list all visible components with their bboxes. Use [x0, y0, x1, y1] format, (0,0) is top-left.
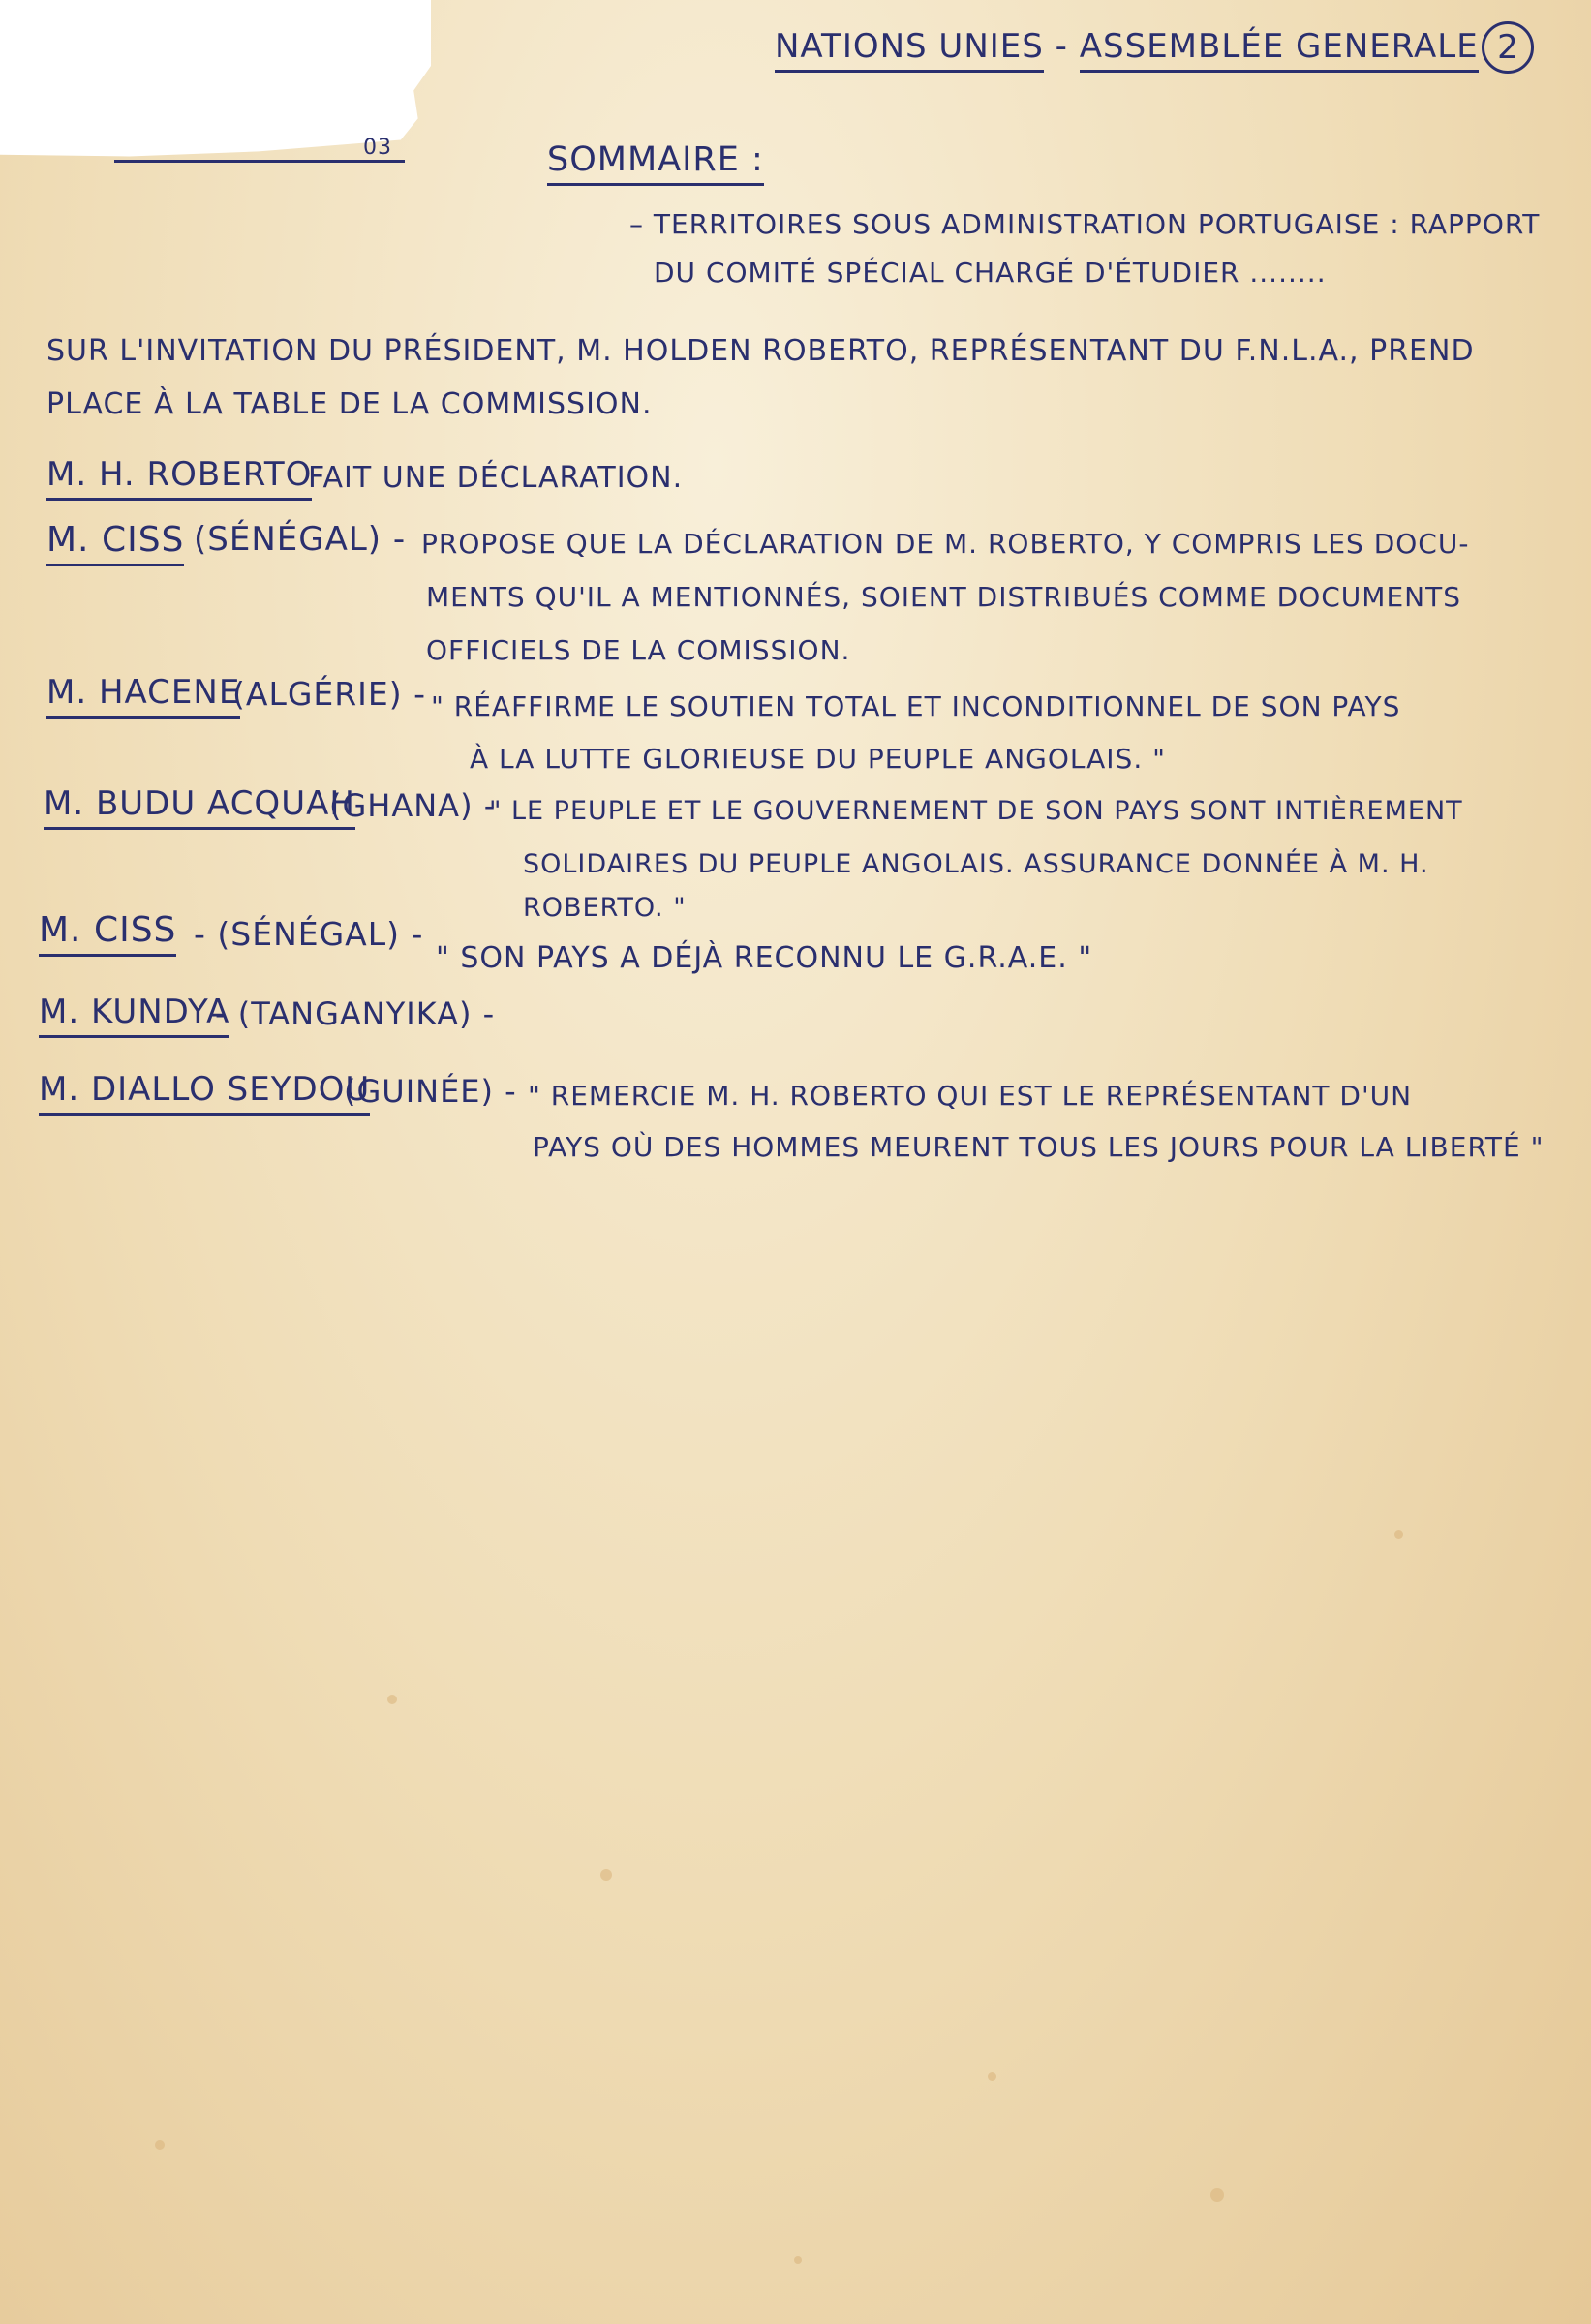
speaker-country: (GUINÉE) - [344, 1073, 517, 1110]
statement-line: PROPOSE QUE LA DÉCLARATION DE M. ROBERTO, Y COMPRIS LES DOCU- [421, 528, 1470, 560]
intro-line: PLACE À LA TABLE DE LA COMMISSION. [46, 387, 653, 421]
sommaire-line: – TERRITOIRES SOUS ADMINISTRATION PORTUGAISE : RAPPORT [629, 208, 1541, 240]
statement-line: " REMERCIE M. H. ROBERTO QUI EST LE REPRÉSENTANT D'UN [528, 1080, 1413, 1112]
statement-line: MENTS QU'IL A MENTIONNÉS, SOIENT DISTRIBUÉS COMME DOCUMENTS [426, 581, 1461, 613]
page-number: 2 [1482, 21, 1534, 74]
ref-mark: 03 [363, 136, 392, 160]
speaker-country: (ALGÉRIE) - [232, 675, 427, 713]
speaker-country: (GHANA) - [329, 787, 497, 824]
speaker-name: M. H. ROBERTO [46, 455, 312, 501]
separator-line [114, 160, 405, 163]
statement-line: " RÉAFFIRME LE SOUTIEN TOTAL ET INCONDITIONNEL DE SON PAYS [431, 690, 1401, 722]
statement-line: " SON PAYS A DÉJÀ RECONNU LE G.R.A.E. " [436, 941, 1093, 975]
foxing-spot [1210, 2188, 1224, 2202]
intro-line: SUR L'INVITATION DU PRÉSIDENT, M. HOLDEN ROBERTO, REPRÉSENTANT DU F.N.L.A., PREND [46, 334, 1475, 368]
header-title: NATIONS UNIES - ASSEMBLÉE GENERALE [775, 27, 1479, 66]
sommaire-line: DU COMITÉ SPÉCIAL CHARGÉ D'ÉTUDIER ........ [654, 257, 1327, 289]
speaker-name: M. CISS [39, 910, 176, 957]
statement-line: FAIT UNE DÉCLARATION. [308, 461, 684, 495]
speaker-name: M. CISS [46, 520, 184, 566]
statement-line: ROBERTO. " [523, 893, 687, 923]
statement-line: OFFICIELS DE LA COMISSION. [426, 634, 851, 666]
speaker-name: M. BUDU ACQUAH [44, 784, 355, 830]
sommaire-label: SOMMAIRE : [547, 140, 764, 186]
statement-line: SOLIDAIRES DU PEUPLE ANGOLAIS. ASSURANCE DONNÉE À M. H. [523, 849, 1429, 879]
statement-line: À LA LUTTE GLORIEUSE DU PEUPLE ANGOLAIS. " [470, 743, 1167, 775]
foxing-spot [600, 1869, 612, 1881]
statement-line: PAYS OÙ DES HOMMES MEURENT TOUS LES JOURS POUR LA LIBERTÉ " [533, 1131, 1545, 1163]
foxing-spot [794, 2256, 802, 2264]
speaker-name: M. DIALLO SEYDOU [39, 1070, 370, 1116]
foxing-spot [155, 2140, 165, 2150]
foxing-spot [988, 2072, 996, 2081]
foxing-spot [387, 1695, 397, 1704]
speaker-country: - (TANGANYIKA) - [215, 995, 496, 1032]
speaker-country: - (SÉNÉGAL) - [194, 915, 424, 953]
foxing-spot [1394, 1530, 1403, 1539]
speaker-country: (SÉNÉGAL) - [194, 520, 407, 559]
speaker-name: M. HACENE [46, 673, 240, 719]
speaker-name: M. KUNDYA [39, 993, 229, 1038]
statement-line: " LE PEUPLE ET LE GOUVERNEMENT DE SON PAYS SONT INTIÈREMENT [489, 796, 1463, 826]
